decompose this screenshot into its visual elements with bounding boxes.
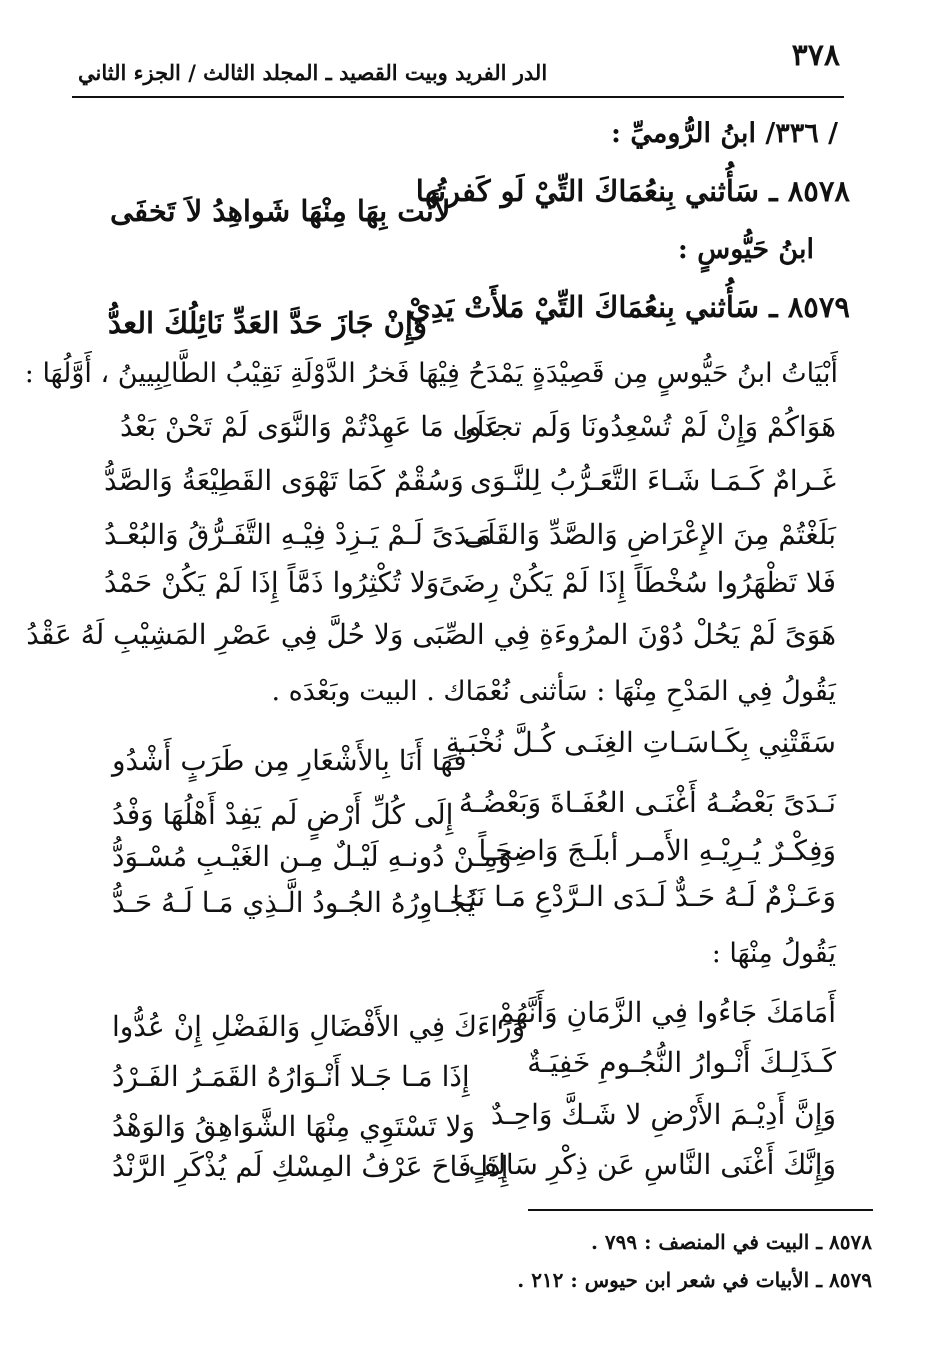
- verse-first-hemistich: وَإِنَّ أَدِيْـمَ الأَرْضِ لا شَـكَّ وَاحِـدٌ: [490, 1098, 836, 1131]
- page-number: ٣٧٨: [791, 38, 840, 73]
- verse-second-hemistich: يُجَـاوِرُهُ الجُـودُ الَّـذِي مَـا لَـهُ حَـدُّ: [112, 886, 476, 919]
- intro-paragraph: أَبْيَاتُ ابنُ حَيُّوسٍ مِن قَصِيْدَةٍ يَمْدَحُ فِيْهَا فَخرُ الدَّوْلَةِ نَقِيْبُ الطَّالِبِيينُ ، أَوَّلُهَا :: [24, 358, 838, 389]
- verse-first-hemistich: أَمَامَكَ جَاءُوا فِي الزَّمَانِ وَأَنَّهُمْ: [496, 996, 836, 1029]
- full-width-verse-line: هَوَىً لَمْ يَحُلْ دُوْنَ المرُوءَةِ فِي الصِّبَى وَلا حُلَّ فِي عَصْرِ المَشِيْبِ لَهُ عَقْدُ: [26, 618, 836, 651]
- footnote-8579: ٨٥٧٩ ـ الأبيات في شعر ابن حيوس : ٢١٢ .: [517, 1268, 872, 1292]
- footnote-8578: ٨٥٧٨ ـ البيت في المنصف : ٧٩٩ .: [590, 1230, 872, 1254]
- verse-second-hemistich: إِذَا فَاحَ عَرْفُ المِسْكِ لَم يُذْكَرِ الرَّنْدُ: [112, 1150, 509, 1183]
- verse-first-hemistich: فَلا تَظْهَرُوا سُخْطَاً إِذَا لَمْ يَكُنْ رِضَىً: [438, 566, 836, 599]
- verse-second-hemistich: فَهَا أَنَا بِالأَشْعَارِ مِن طَرَبٍ أَشْدُو: [112, 744, 467, 777]
- verse-8578-first-hemistich: ٨٥٧٨ ـ سَأُثني بِنعُمَاكَ التِّيْ لَو كَفرتُها: [415, 174, 850, 208]
- transition-line-1: يَقُولُ فِي المَدْحِ مِنْهَا : سَأثنى نُعْمَاك . البيت وبَعْدَه .: [271, 676, 836, 707]
- verse-first-hemistich: وَفِكْـرٌ يُـرِيْـهِ الأَمـر أبلَـجَ وَاضِحَـاً: [478, 834, 836, 867]
- verse-first-hemistich: سَقَتْنِي بِكَـاسَـاتِ الغِنَـى كُـلَّ نُخْبَـةٍ: [445, 726, 836, 759]
- verse-8578-second-hemistich: لأَنت بِهَا مِنْهَا شَواهِدُ لاَ تَخفَى: [110, 194, 451, 228]
- footnote-rule: [528, 1209, 873, 1211]
- verse-second-hemistich: وَمِـنْ دُونـهِ لَيْـلٌ مِـن الغَيْـبِ مُسْـوَدُّ: [112, 840, 512, 873]
- verse-8579-second-hemistich: وَإِنْ جَازَ حَدَّ العَدِّ نَائِلُكَ العدُّ: [108, 306, 427, 340]
- transition-line-2: يَقُولُ مِنْهَا :: [711, 938, 836, 969]
- verse-second-hemistich: وَرَاءَكَ فِي الأَفْضَالِ وَالفَضْلِ إِنْ عُدُّوا: [112, 1010, 526, 1043]
- verse-second-hemistich: إِلَى كُلِّ أَرْضٍ لَم يَفِدْ أَهْلُهَا وَفْدُ: [112, 798, 454, 831]
- verse-first-hemistich: غَـرامٌ كَـمَـا شَـاءَ التَّعَـرُّبُ لِلنَّـوَى: [470, 464, 836, 497]
- running-header-title: الدر الفريد وبيت القصيد ـ المجلد الثالث / الجزء الثاني: [78, 60, 548, 85]
- verse-first-hemistich: نَـدَىً بَعْضُـهُ أَغْنَـى العُفَـاةَ وَبَعْضُـهُ: [458, 786, 836, 819]
- verse-second-hemistich: وَسُقْمٌ كَمَا تَهْوَى القَطِيْعَةُ وَالصَّدُّ: [104, 464, 464, 497]
- verse-first-hemistich: بَلَغْتُمْ مِنَ الإِعْرَاضِ وَالصَّدِّ وَالقَلَى: [463, 518, 836, 551]
- verse-first-hemistich: وَإِنَّكَ أَغْنَى النَّاسِ عَن ذِكْرِ سَالِفٍ: [468, 1148, 836, 1181]
- verse-second-hemistich: عَلَى مَا عَهِدْتُمْ وَالنَّوَى لَمْ تَحْنْ بَعْدُ: [120, 410, 502, 443]
- verse-second-hemistich: مَـدَىً لَـمْ يَـزِدْ فِيْـهِ التَّفَـرُّقُ وَالبُعْـدُ: [104, 518, 492, 551]
- header-rule: [72, 96, 844, 98]
- verse-8579-first-hemistich: ٨٥٧٩ ـ سَأُثني بِنعُمَاكَ التِّيْ مَلأَتْ يَدِيْ: [408, 290, 850, 324]
- verse-second-hemistich: وَلا تُكْثِرُوا ذَمَّاً إِذَا لَمْ يَكُنْ حَمْدُ: [104, 566, 440, 599]
- verse-second-hemistich: وَلا تَسْتَوِي مِنْهَا الشَّوَاهِقُ وَالوَهْدُ: [112, 1110, 475, 1143]
- poet-heading-rumi: / ٣٣٦/ ابنُ الرُّوميِّ :: [610, 118, 838, 149]
- verse-second-hemistich: إِذَا مَـا جَـلا أَنْـوَارُهُ القَمَـرُ الفَـرْدُ: [112, 1060, 470, 1093]
- verse-first-hemistich: هَوَاكُمْ وَإِنْ لَمْ تُسْعِدُونَا وَلَم تجدوا: [460, 410, 836, 443]
- verse-first-hemistich: وَعَـزْمٌ لَـهُ حَـدٌّ لَـدَى الـرَّدْعِ مَـا نَبَـا: [452, 880, 836, 913]
- poet-heading-hayyus: ابنُ حَيُّوسٍ :: [677, 234, 814, 265]
- verse-first-hemistich: كَـذَلِـكَ أَنْـوارُ النُّجُـومِ خَفِيَـةٌ: [527, 1046, 836, 1079]
